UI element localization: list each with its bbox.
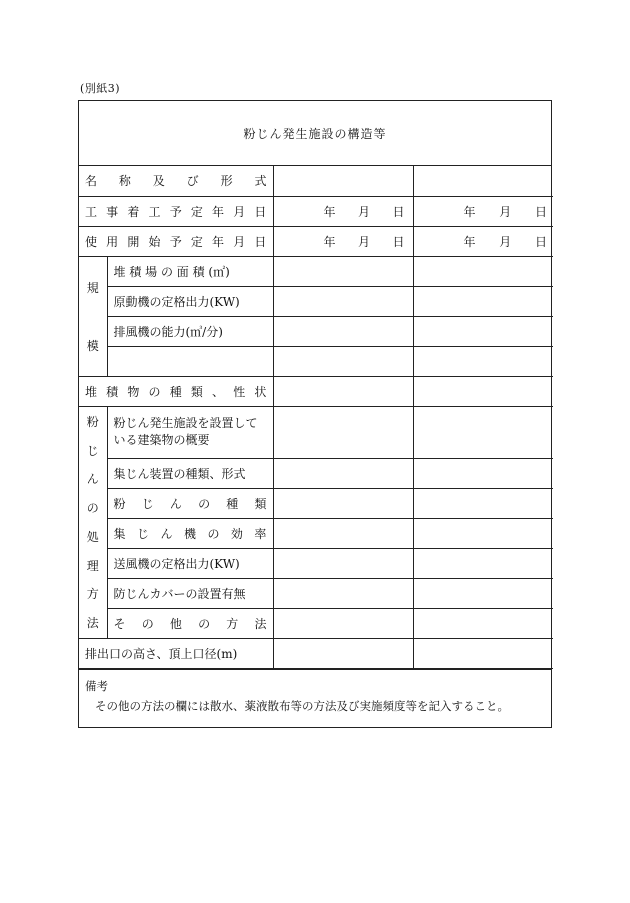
label-char: 称 bbox=[118, 174, 131, 189]
label-char: 積 bbox=[106, 384, 119, 399]
field-name-form-2[interactable] bbox=[413, 166, 553, 196]
field-scale-motor-1[interactable] bbox=[273, 286, 413, 316]
field-construction-date-2[interactable] bbox=[413, 196, 553, 226]
field-method-collector-type-1[interactable] bbox=[273, 458, 413, 488]
row-name-form bbox=[79, 166, 553, 196]
label-method-building: 粉じん発生施設を設置している建築物の概要 bbox=[107, 406, 273, 458]
label-method-blower: 送風機の定格出力(KW) bbox=[107, 548, 273, 578]
spread-use bbox=[85, 233, 267, 250]
label-char: 用 bbox=[106, 234, 119, 249]
group-label-method bbox=[79, 406, 107, 638]
unit-year: 年 bbox=[323, 234, 336, 249]
spread-name-form bbox=[85, 172, 267, 189]
vertical-char: じ bbox=[86, 443, 99, 458]
unit-year: 年 bbox=[463, 204, 476, 219]
unit-month: 月 bbox=[357, 234, 370, 249]
field-scale-fan-1[interactable] bbox=[273, 316, 413, 346]
label-char: 状 bbox=[254, 384, 267, 399]
field-method-dust-kind-2[interactable] bbox=[413, 488, 553, 518]
label-char: 他 bbox=[169, 616, 182, 631]
label-method-efficiency bbox=[107, 518, 273, 548]
label-char: 使 bbox=[85, 234, 98, 249]
unit-day: 日 bbox=[392, 234, 405, 249]
label-char: 定 bbox=[190, 234, 203, 249]
field-method-blower-1[interactable] bbox=[273, 548, 413, 578]
field-scale-blank-1[interactable] bbox=[273, 346, 413, 376]
field-use-date-1[interactable] bbox=[273, 226, 413, 256]
label-char: 事 bbox=[106, 204, 119, 219]
field-deposit-kind-2[interactable] bbox=[413, 376, 553, 406]
label-char: 性 bbox=[233, 384, 246, 399]
notes-heading: 備考 bbox=[85, 678, 108, 693]
field-method-building-2[interactable] bbox=[413, 406, 553, 458]
field-method-other-1[interactable] bbox=[273, 608, 413, 638]
label-scale-fan: 排風機の能力(㎥/分) bbox=[107, 316, 273, 346]
label-name-form bbox=[79, 166, 273, 196]
label-char: 年 bbox=[212, 234, 225, 249]
label-scale-motor: 原動機の定格出力(KW) bbox=[107, 286, 273, 316]
vertical-char: の bbox=[86, 501, 99, 516]
label-char: 種 bbox=[169, 384, 182, 399]
form-table bbox=[79, 166, 553, 669]
label-method-dust-kind bbox=[107, 488, 273, 518]
label-outlet: 排出口の高さ、頂上口径(m) bbox=[79, 638, 273, 668]
label-char: 始 bbox=[148, 234, 161, 249]
label-char: 定 bbox=[190, 204, 203, 219]
row-method-efficiency bbox=[79, 518, 553, 548]
label-char: 日 bbox=[254, 234, 267, 249]
field-use-date-2[interactable] bbox=[413, 226, 553, 256]
label-char: 堆 bbox=[85, 384, 98, 399]
label-char: 日 bbox=[254, 204, 267, 219]
field-outlet-1[interactable] bbox=[273, 638, 413, 668]
field-method-cover-2[interactable] bbox=[413, 578, 553, 608]
unit-year: 年 bbox=[323, 204, 336, 219]
label-char: 形 bbox=[220, 174, 233, 189]
label-char: そ bbox=[113, 616, 126, 631]
label-char: 物 bbox=[127, 384, 140, 399]
row-method-collector-type bbox=[79, 458, 553, 488]
label-char: 方 bbox=[226, 616, 239, 631]
field-scale-blank-2[interactable] bbox=[413, 346, 553, 376]
row-use-start bbox=[79, 226, 553, 256]
field-construction-date-1[interactable] bbox=[273, 196, 413, 226]
label-char: ん bbox=[169, 496, 182, 511]
field-scale-motor-2[interactable] bbox=[413, 286, 553, 316]
label-char: じ bbox=[141, 496, 154, 511]
field-method-efficiency-2[interactable] bbox=[413, 518, 553, 548]
unit-day: 日 bbox=[534, 234, 547, 249]
field-scale-area-1[interactable] bbox=[273, 256, 413, 286]
row-scale-blank bbox=[79, 346, 553, 376]
field-method-cover-1[interactable] bbox=[273, 578, 413, 608]
field-name-form-1[interactable] bbox=[273, 166, 413, 196]
label-char: じ bbox=[136, 526, 149, 541]
label-char: 年 bbox=[212, 204, 225, 219]
vertical-char: 処 bbox=[86, 529, 99, 544]
label-char: 類 bbox=[254, 496, 267, 511]
group-label-scale bbox=[79, 256, 107, 376]
row-scale-motor bbox=[79, 286, 553, 316]
label-construction-start bbox=[79, 196, 273, 226]
spread-dust-kind bbox=[114, 495, 267, 512]
row-method-building bbox=[79, 406, 553, 458]
unit-month: 月 bbox=[499, 204, 512, 219]
form-title: 粉じん発生施設の構造等 bbox=[79, 101, 551, 166]
vertical-char: 模 bbox=[86, 338, 99, 353]
label-char: 月 bbox=[233, 204, 246, 219]
label-char: 予 bbox=[169, 204, 182, 219]
unit-month: 月 bbox=[499, 234, 512, 249]
label-char: 種 bbox=[226, 496, 239, 511]
unit-day: 日 bbox=[392, 204, 405, 219]
field-method-other-2[interactable] bbox=[413, 608, 553, 638]
label-scale-blank[interactable] bbox=[107, 346, 273, 376]
label-deposit-kind bbox=[79, 376, 273, 406]
label-char: 集 bbox=[113, 526, 126, 541]
annex-label: (別紙3) bbox=[80, 82, 121, 95]
row-method-dust-kind bbox=[79, 488, 553, 518]
label-char: 名 bbox=[85, 174, 98, 189]
label-char: 類 bbox=[190, 384, 203, 399]
field-method-building-1[interactable] bbox=[273, 406, 413, 458]
label-char: の bbox=[148, 384, 161, 399]
label-method-cover: 防じんカバーの設置有無 bbox=[107, 578, 273, 608]
form-sheet bbox=[78, 100, 552, 728]
field-method-efficiency-1[interactable] bbox=[273, 518, 413, 548]
label-char: 率 bbox=[254, 526, 267, 541]
label-char: の bbox=[207, 526, 220, 541]
label-char: 機 bbox=[183, 526, 196, 541]
row-deposit-kind bbox=[79, 376, 553, 406]
unit-month: 月 bbox=[357, 204, 370, 219]
label-method-collector-type: 集じん装置の種類、形式 bbox=[107, 458, 273, 488]
label-char: 予 bbox=[169, 234, 182, 249]
row-construction-start bbox=[79, 196, 553, 226]
vert-scale bbox=[79, 258, 107, 374]
label-char: の bbox=[198, 616, 211, 631]
vertical-char: 理 bbox=[86, 558, 99, 573]
label-char: 工 bbox=[85, 204, 98, 219]
field-scale-area-2[interactable] bbox=[413, 256, 553, 286]
vertical-char: 規 bbox=[86, 280, 99, 295]
row-outlet bbox=[79, 638, 553, 668]
row-method-other bbox=[79, 608, 553, 638]
label-char: 月 bbox=[233, 234, 246, 249]
spread-construction bbox=[85, 203, 267, 220]
vert-method bbox=[79, 407, 107, 637]
spread-efficiency bbox=[114, 525, 267, 542]
spread-other bbox=[114, 615, 267, 632]
notes-section bbox=[79, 669, 551, 727]
label-char: 着 bbox=[127, 204, 140, 219]
unit-day: 日 bbox=[534, 204, 547, 219]
row-scale-fan bbox=[79, 316, 553, 346]
vertical-char: ん bbox=[86, 472, 99, 487]
field-scale-fan-2[interactable] bbox=[413, 316, 553, 346]
label-char: の bbox=[141, 616, 154, 631]
row-method-cover bbox=[79, 578, 553, 608]
field-method-collector-type-2[interactable] bbox=[413, 458, 553, 488]
spread-deposit bbox=[85, 383, 267, 400]
label-char: 粉 bbox=[113, 496, 126, 511]
unit-year: 年 bbox=[463, 234, 476, 249]
field-deposit-kind-1[interactable] bbox=[273, 376, 413, 406]
label-use-start bbox=[79, 226, 273, 256]
field-method-dust-kind-1[interactable] bbox=[273, 488, 413, 518]
label-char: 法 bbox=[254, 616, 267, 631]
label-char: 工 bbox=[148, 204, 161, 219]
label-char: 及 bbox=[152, 174, 165, 189]
vertical-char: 法 bbox=[86, 616, 99, 631]
row-scale-area bbox=[79, 256, 553, 286]
label-char: 式 bbox=[254, 174, 267, 189]
label-char: 開 bbox=[127, 234, 140, 249]
label-char: 効 bbox=[230, 526, 243, 541]
label-char: の bbox=[198, 496, 211, 511]
label-char: 、 bbox=[212, 384, 225, 399]
notes-body: その他の方法の欄には散水、薬液散布等の方法及び実施頻度等を記入すること。 bbox=[95, 698, 509, 713]
label-char: ん bbox=[160, 526, 173, 541]
field-method-blower-2[interactable] bbox=[413, 548, 553, 578]
field-outlet-2[interactable] bbox=[413, 638, 553, 668]
vertical-char: 方 bbox=[86, 587, 99, 602]
label-scale-area: 堆 積 場 の 面 積 (㎡) bbox=[107, 256, 273, 286]
label-char: び bbox=[186, 174, 199, 189]
label-method-other bbox=[107, 608, 273, 638]
row-method-blower bbox=[79, 548, 553, 578]
vertical-char: 粉 bbox=[86, 414, 99, 429]
